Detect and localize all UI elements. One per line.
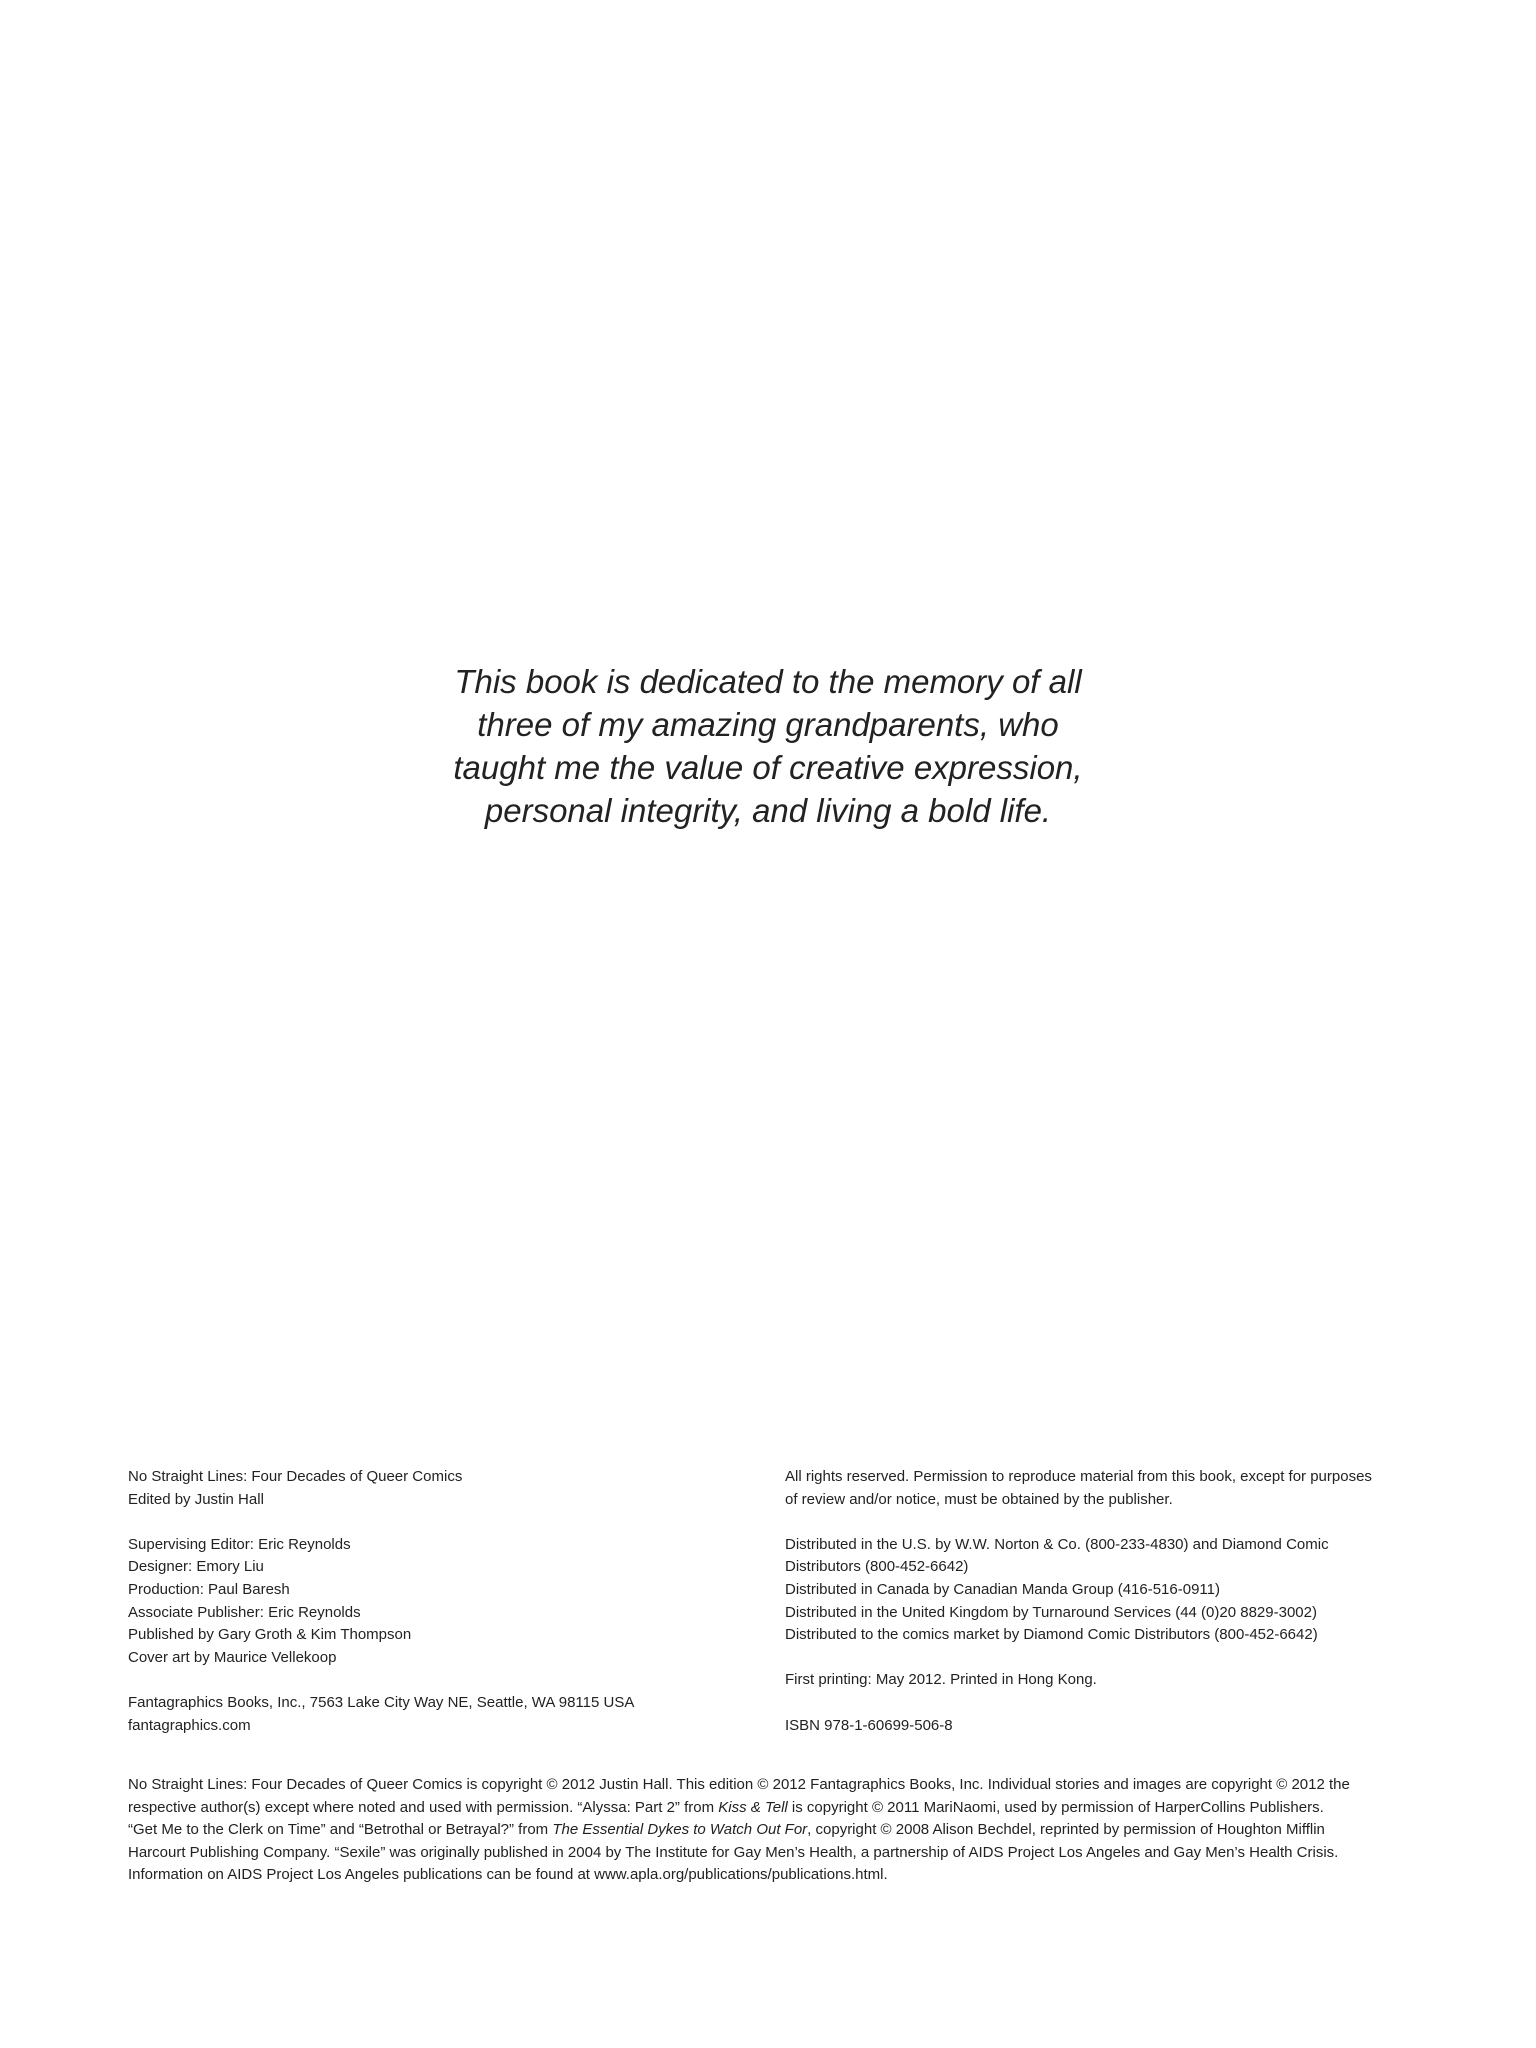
- dedication-line: personal integrity, and living a bold life.: [484, 792, 1052, 829]
- book-title: No Straight Lines: Four Decades of Queer Comics: [128, 1468, 463, 1485]
- copyright-text: is copyright © 2011 MariNaomi, used by permission of HarperCollins Publishers.: [787, 1798, 1324, 1816]
- copyright-text: respective author(s) except where noted and used with permission. “Alyssa: Part 2” from: [128, 1798, 719, 1816]
- distribution-line: Distributed in the United Kingdom by Turnaround Services (44 (0)20 8829-3002): [785, 1603, 1317, 1621]
- copyright-line: No Straight Lines: Four Decades of Queer Comics is copyright © 2012 Justin Hall. This edition © 2012 Fantagraphics Books, Inc. Individual stories and images are copyright © 2012 the: [128, 1776, 1350, 1793]
- spacer: [128, 1511, 748, 1534]
- printing-info: First printing: May 2012. Printed in Hong Kong.: [785, 1671, 1097, 1689]
- distribution-line: Distributors (800-452-6642): [785, 1558, 969, 1576]
- distribution-line: Distributed in the U.S. by W.W. Norton & Co. (800-233-4830) and Diamond Comic: [785, 1535, 1329, 1553]
- copyright-text: , copyright © 2008 Alison Bechdel, reprinted by permission of Houghton Mifflin: [807, 1821, 1325, 1839]
- spacer: [785, 1692, 1425, 1715]
- copyright-text: “Get Me to the Clerk on Time” and “Betrothal or Betrayal?” from: [128, 1821, 553, 1839]
- publisher-website: fantagraphics.com: [128, 1716, 251, 1734]
- spacer: [785, 1511, 1425, 1534]
- publisher-address: Fantagraphics Books, Inc., 7563 Lake City Way NE, Seattle, WA 98115 USA: [128, 1693, 635, 1711]
- copyright-line: Information on AIDS Project Los Angeles publications can be found at www.apla.org/publications/publications.html.: [128, 1866, 888, 1884]
- staff-credit: Supervising Editor: Eric Reynolds: [128, 1535, 351, 1553]
- staff-credit: Associate Publisher: Eric Reynolds: [128, 1603, 361, 1621]
- rights-text: of review and/or notice, must be obtained by the publisher.: [785, 1490, 1173, 1508]
- distribution-line: Distributed to the comics market by Diamond Comic Distributors (800-452-6642): [785, 1626, 1318, 1644]
- spacer: [785, 1647, 1425, 1670]
- dedication-line: taught me the value of creative expression,: [453, 749, 1083, 786]
- dedication-line: three of my amazing grandparents, who: [477, 706, 1059, 743]
- credits-left: [128, 1466, 748, 1737]
- staff-credit: Designer: Emory Liu: [128, 1558, 264, 1576]
- edited-by: Edited by Justin Hall: [128, 1490, 264, 1508]
- staff-credit: Cover art by Maurice Vellekoop: [128, 1648, 337, 1666]
- work-title: The Essential Dykes to Watch Out For: [552, 1821, 808, 1839]
- dedication-line: This book is dedicated to the memory of all: [454, 663, 1082, 700]
- work-title: Kiss & Tell: [718, 1798, 788, 1816]
- spacer: [128, 1669, 748, 1692]
- rights-text: All rights reserved. Permission to reproduce material from this book, except for purposes: [785, 1468, 1372, 1485]
- copyright-line: [128, 1819, 1408, 1842]
- copyright-notice: [128, 1774, 1408, 1887]
- distribution-line: Distributed in Canada by Canadian Manda Group (416-516-0911): [785, 1580, 1220, 1598]
- copyright-line: Harcourt Publishing Company. “Sexile” was originally published in 2004 by The Institute for Gay Men’s Health, a partnership of AIDS Project Los Angeles and Gay Men’s Health Crisis.: [128, 1843, 1339, 1861]
- credits-right: [785, 1466, 1425, 1737]
- staff-credit: Published by Gary Groth & Kim Thompson: [128, 1626, 412, 1644]
- staff-credit: Production: Paul Baresh: [128, 1580, 290, 1598]
- dedication: [368, 660, 1168, 832]
- copyright-line: [128, 1797, 1408, 1820]
- isbn: ISBN 978-1-60699-506-8: [785, 1716, 953, 1734]
